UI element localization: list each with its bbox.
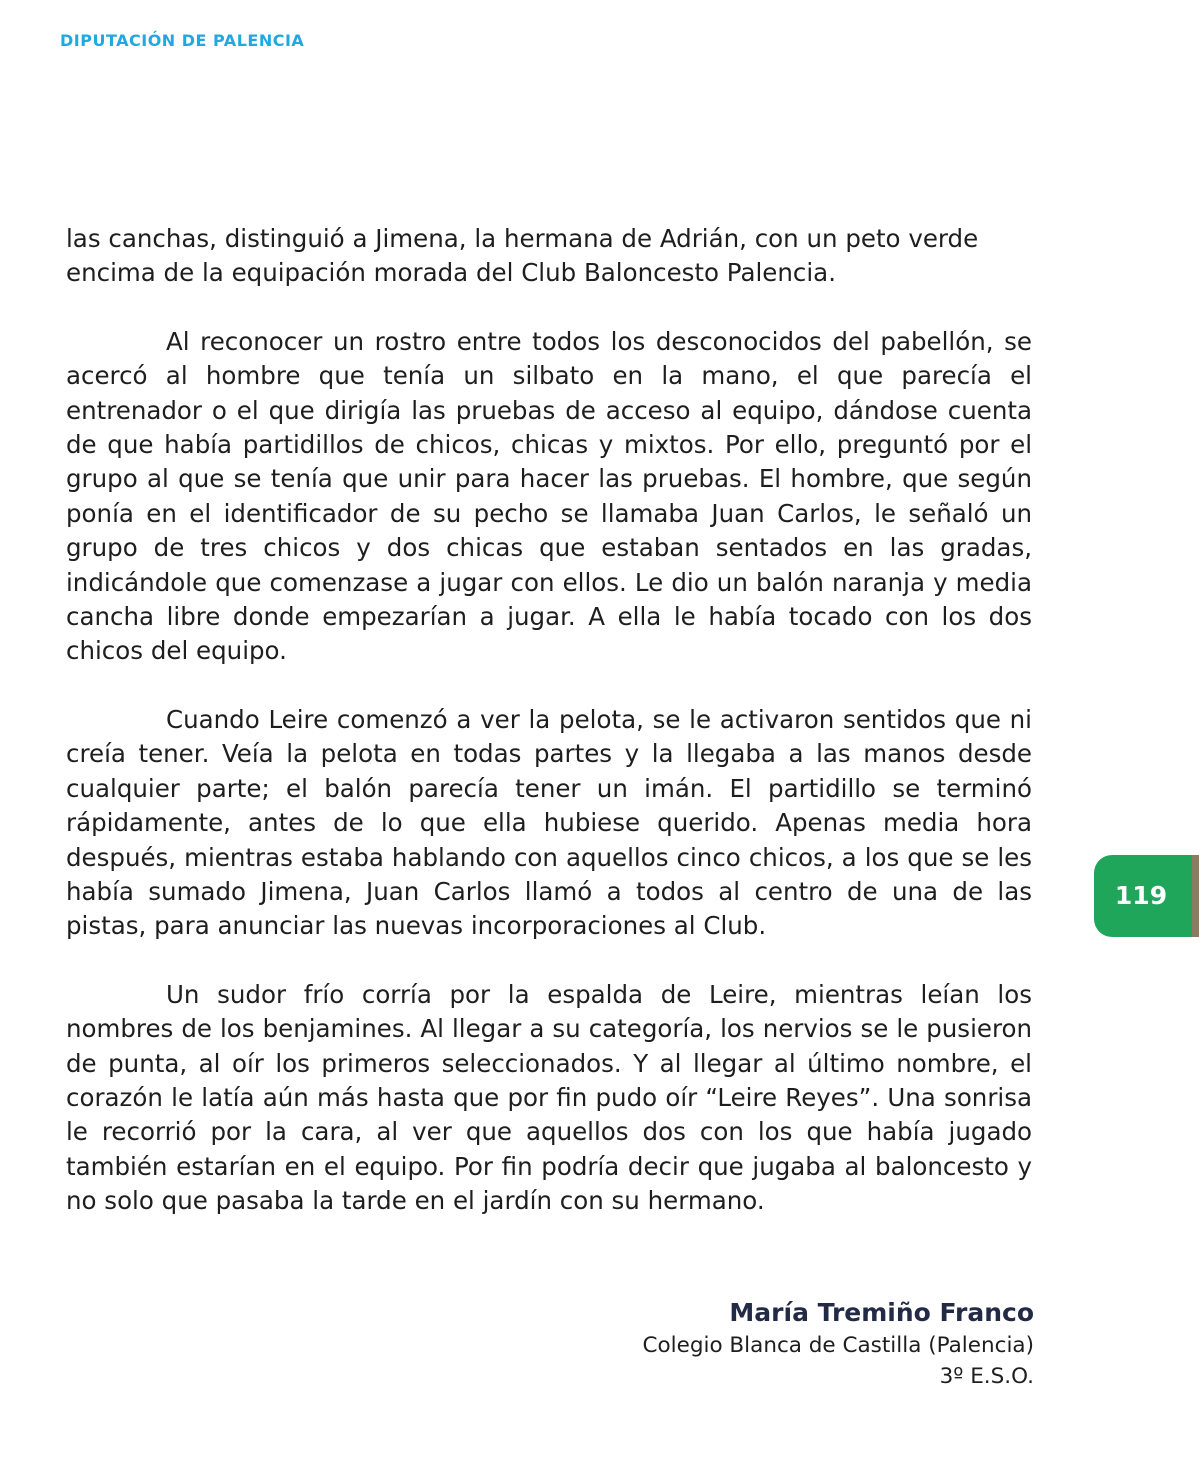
paragraph-4: Un sudor frío corría por la espalda de Leire, mientras leían los nombres de los benjamines. Al llegar a su categoría, los nervios se le pusieron de punta, al oír los primeros seleccionados. Y al llegar al último nombre, el corazón le latía aún más hasta que por fin pudo oír “Leire Reyes”. Una sonrisa le recorrió por la cara, al ver que aquellos dos con los que había jugado también estarían en el equipo. Por fin podría decir que jugaba al baloncesto y no solo que pasaba la tarde en el jardín con su hermano. bbox=[66, 979, 1032, 1216]
author-name: María Tremiño Franco bbox=[729, 1298, 1034, 1327]
author-signature bbox=[642, 1296, 1034, 1392]
paragraph-3: Cuando Leire comenzó a ver la pelota, se le activaron sentidos que ni creía tener. Veía la pelota en todas partes y la llegaba a las manos desde cualquier parte; el balón parecía tener un imán. El partidillo se terminó rápidamente, antes de lo que ella hubiese querido. Apenas media hora después, mientras estaba hablando con aquellos cinco chicos, a los que se les había sumado Jimena, Juan Carlos llamó a todos al centro de una de las pistas, para anunciar las nuevas incorporaciones al Club. bbox=[66, 704, 1032, 941]
paragraph-1: las canchas, distinguió a Jimena, la hermana de Adrián, con un peto verde encima de la equipación morada del Club Baloncesto Palencia. bbox=[66, 224, 979, 288]
publisher-header: DIPUTACIÓN DE PALENCIA bbox=[60, 31, 305, 50]
author-grade: 3º E.S.O. bbox=[939, 1364, 1034, 1389]
page-number-tab bbox=[1094, 855, 1199, 937]
page-number: 119 bbox=[1114, 881, 1168, 910]
paragraph-2: Al reconocer un rostro entre todos los desconocidos del pabellón, se acercó al hombre que tenía un silbato en la mano, el que parecía el entrenador o el que dirigía las pruebas de acceso al equipo, dándose cuenta de que había partidillos de chicos, chicas y mixtos. Por ello, preguntó por el grupo al que se tenía que unir para hacer las pruebas. El hombre, que según ponía en el identificador de su pecho se llamaba Juan Carlos, le señaló un grupo de tres chicos y dos chicas que estaban sentados en las gradas, indicándole que comenzase a jugar con ellos. Le dio un balón naranja y media cancha libre donde empezarían a jugar. A ella le había tocado con los dos chicos del equipo. bbox=[66, 326, 1032, 666]
author-school: Colegio Blanca de Castilla (Palencia) bbox=[642, 1333, 1034, 1358]
page-edge bbox=[1192, 855, 1199, 937]
story-body bbox=[66, 222, 1032, 1219]
